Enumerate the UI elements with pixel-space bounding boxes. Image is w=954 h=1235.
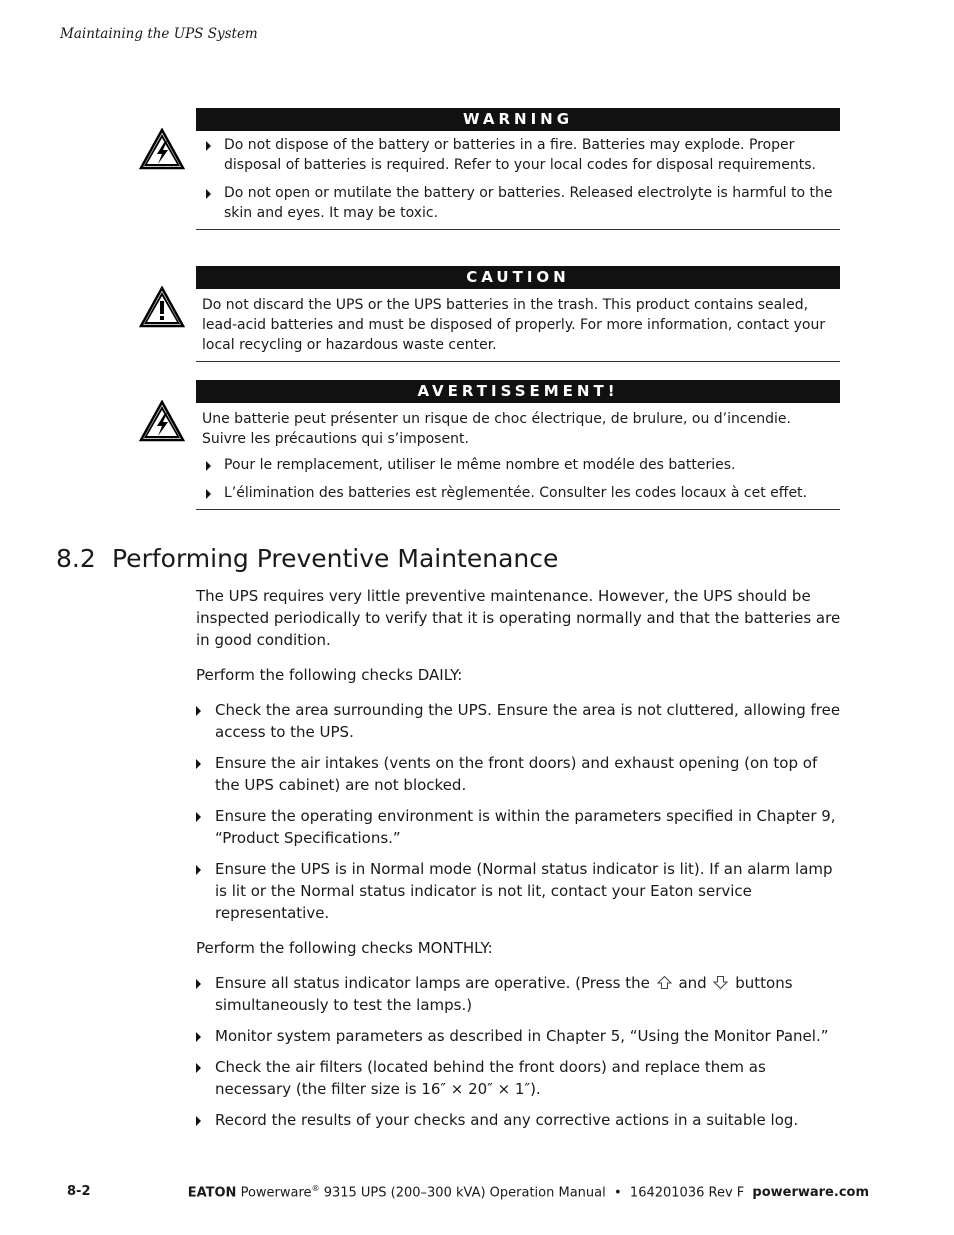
list-item: Ensure all status indicator lamps are operative. (Press the and buttons simultaneously to test the lamps.): [196, 972, 846, 1016]
bullet-arrow-icon: [196, 865, 201, 875]
avertissement-intro: Une batterie peut présenter un risque de choc électrique, de brulure, ou d’incendie. Suivre les précautions qui s’imposent.: [202, 411, 791, 447]
up-arrow-button-icon: [657, 975, 672, 990]
monthly-checklist: [196, 972, 846, 1131]
footer-info: [188, 1184, 869, 1200]
running-head: Maintaining the UPS System: [60, 26, 258, 42]
bullet-arrow-icon: [206, 141, 211, 151]
footer-manual: 9315 UPS (200–300 kVA) Operation Manual • 164201036 Rev F: [323, 1185, 745, 1201]
intro-paragraph: The UPS requires very little preventive maintenance. However, the UPS should be inspected periodically to verify that it is operating normally and that the batteries are in good condition.: [196, 587, 841, 649]
caution-exclamation-icon: [139, 286, 185, 328]
warning-box: [196, 108, 840, 230]
bullet-arrow-icon: [206, 489, 211, 499]
list-item: Check the air filters (located behind the front doors) and replace them as necessary (the filter size is 16″ × 20″ × 1″).: [196, 1056, 846, 1100]
daily-label: Perform the following checks DAILY:: [196, 666, 463, 684]
down-arrow-button-icon: [713, 975, 728, 990]
monthly-label: Perform the following checks MONTHLY:: [196, 939, 493, 957]
caution-text: Do not discard the UPS or the UPS batteries in the trash. This product contains sealed, lead-acid batteries and must be disposed of properly. For more information, contact your local recycling or hazardous waste center.: [202, 297, 826, 353]
footer-brand: EATON: [187, 1185, 237, 1201]
footer-site: powerware.com: [752, 1185, 869, 1201]
list-item: L’élimination des batteries est règlementée. Consulter les codes locaux à cet effet.: [196, 483, 840, 503]
electrical-hazard-icon: [139, 128, 185, 170]
bullet-arrow-icon: [196, 979, 201, 989]
footer-product: Powerware: [240, 1185, 312, 1201]
section-heading: [56, 544, 558, 573]
list-item: Check the area surrounding the UPS. Ensure the area is not cluttered, allowing free access to the UPS.: [196, 699, 846, 743]
registered-mark: ®: [311, 1184, 320, 1193]
list-item: Ensure the operating environment is within the parameters specified in Chapter 9, “Product Specifications.”: [196, 805, 846, 849]
list-item: Ensure the UPS is in Normal mode (Normal status indicator is lit). If an alarm lamp is lit or the Normal status indicator is not lit, contact your Eaton service representative.: [196, 858, 846, 924]
list-item: Monitor system parameters as described in Chapter 5, “Using the Monitor Panel.”: [196, 1025, 846, 1047]
list-item: Do not open or mutilate the battery or batteries. Released electrolyte is harmful to the skin and eyes. It may be toxic.: [196, 183, 840, 223]
bullet-arrow-icon: [196, 759, 201, 769]
page-number: 8-2: [67, 1184, 91, 1199]
list-item: Pour le remplacement, utiliser le même nombre et modéle des batteries.: [196, 455, 840, 475]
section-number: 8.2: [56, 544, 96, 573]
avertissement-list: [196, 451, 840, 509]
bullet-arrow-icon: [196, 1116, 201, 1126]
avertissement-box: [196, 380, 840, 510]
list-item: Do not dispose of the battery or batteries in a fire. Batteries may explode. Proper disposal of batteries is required. Refer to your local codes for disposal requirements.: [196, 135, 840, 175]
bullet-arrow-icon: [206, 461, 211, 471]
caution-box: [196, 266, 840, 362]
bullet-arrow-icon: [196, 706, 201, 716]
avertissement-title: AVERTISSEMENT!: [196, 380, 840, 403]
section-body: [196, 585, 846, 1144]
daily-checklist: [196, 699, 846, 924]
warning-list: [196, 131, 840, 229]
bullet-arrow-icon: [196, 1063, 201, 1073]
section-title: Performing Preventive Maintenance: [112, 544, 559, 573]
caution-title: CAUTION: [196, 266, 840, 289]
bullet-arrow-icon: [206, 189, 211, 199]
warning-title: WARNING: [196, 108, 840, 131]
bullet-arrow-icon: [196, 812, 201, 822]
list-item: Ensure the air intakes (vents on the front doors) and exhaust opening (on top of the UPS cabinet) are not blocked.: [196, 752, 846, 796]
list-item: Record the results of your checks and any corrective actions in a suitable log.: [196, 1109, 846, 1131]
electrical-hazard-icon: [139, 400, 185, 442]
bullet-arrow-icon: [196, 1032, 201, 1042]
